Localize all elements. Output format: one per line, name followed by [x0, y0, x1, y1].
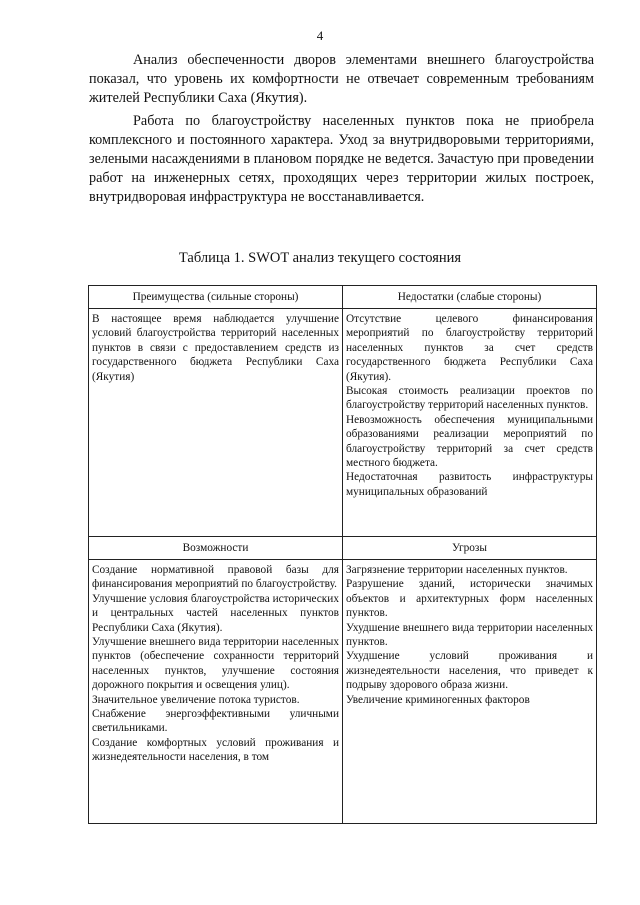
strengths-cell	[89, 309, 343, 537]
opportunity-item: Улучшение условия благоустройства исторических и центральных частей населенных пунктов Республики Саха (Якутия).	[92, 592, 339, 634]
weakness-item: Недостаточная развитость инфраструктуры муниципальных образований	[346, 471, 593, 498]
weaknesses-header: Недостатки (слабые стороны)	[343, 286, 597, 309]
opportunity-item: Создание нормативной правовой базы для финансирования мероприятий по благоустройству.	[92, 564, 339, 591]
threats-cell	[343, 560, 597, 824]
weakness-item: Невозможность обеспечения муниципальными образованиями реализации мероприятий по благоустройству территорий за счет средств местного бюджета.	[346, 413, 593, 470]
strength-item: В настоящее время наблюдается улучшение условий благоустройства территорий населенных пунктов в связи с предоставлением средств из государственного бюджета Республики Саха (Якутия)	[92, 313, 339, 383]
table-caption: Таблица 1. SWOT анализ текущего состояния	[178, 250, 462, 266]
opportunity-item: Значительное увеличение потока туристов.	[92, 693, 300, 706]
weakness-item: Высокая стоимость реализации проектов по благоустройству территорий населенных пунктов.	[346, 385, 593, 412]
opportunity-item: Снабжение энергоэффективными уличными светильниками.	[92, 708, 339, 735]
threat-item: Разрушение зданий, исторически значимых объектов и архитектурных форм населенных пунктов.	[346, 578, 593, 620]
opportunities-header: Возможности	[89, 537, 343, 560]
table-row	[89, 560, 597, 824]
threat-item: Ухудшение условий проживания и жизнедеятельности населения, что приведет к подрыву здорового образа жизни.	[346, 650, 593, 692]
paragraph-1: Анализ обеспеченности дворов элементами внешнего благоустройства показал, что уровень их комфортности не отвечает современным требованиям жителей Республики Саха (Якутия).	[89, 52, 594, 106]
weakness-item: Отсутствие целевого финансирования мероприятий по благоустройству территорий населенных пунктов за счет средств государственного бюджета Республики Саха (Якутия).	[346, 313, 593, 383]
table-row	[89, 309, 597, 537]
body-text	[89, 51, 594, 207]
opportunity-item: Создание комфортных условий проживания и жизнедеятельности населения, в том	[92, 736, 339, 764]
table-row	[89, 537, 597, 560]
paragraph-2: Работа по благоустройству населенных пунктов пока не приобрела комплексного и постоянного характера. Уход за внутридворовыми территориями, зелеными насаждениями в плановом порядке не ведется. Зачастую при проведении работ на инженерных сетях, проходящих через территории жилых построек, внутридворовая инфраструктура не восстанавливается.	[89, 113, 594, 205]
threat-item: Загрязнение территории населенных пунктов.	[346, 564, 568, 576]
threat-item: Увеличение криминогенных факторов	[346, 693, 530, 706]
table-row	[89, 286, 597, 309]
opportunities-cell	[89, 560, 343, 824]
threats-header: Угрозы	[343, 537, 597, 560]
swot-table	[88, 285, 597, 824]
strengths-header: Преимущества (сильные стороны)	[89, 286, 343, 309]
threat-item: Ухудшение внешнего вида территории населенных пунктов.	[346, 621, 593, 649]
opportunity-item: Улучшение внешнего вида территории населенных пунктов (обеспечение сохранности территорий населенных пунктов, улучшение состояния дорожного покрытия и освещения улиц).	[92, 636, 339, 692]
weaknesses-cell	[343, 309, 597, 537]
page-number: 4	[316, 28, 324, 43]
